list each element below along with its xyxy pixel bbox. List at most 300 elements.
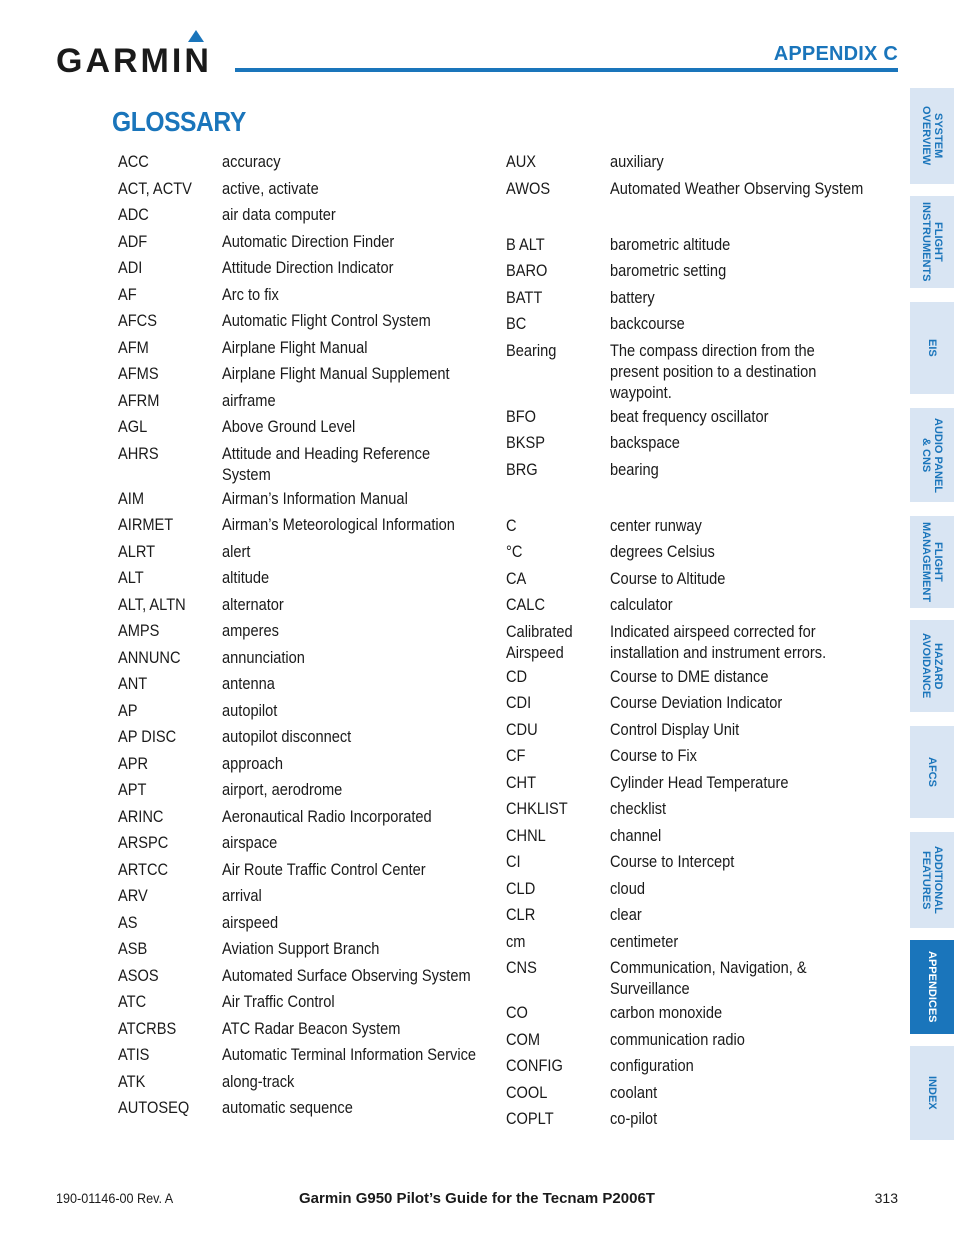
glossary-entry: [506, 822, 886, 849]
glossary-term-line: Calibrated: [506, 621, 573, 641]
glossary-term: CONFIG: [506, 1056, 563, 1075]
glossary-definition: [610, 515, 886, 539]
glossary-definition-line: Automatic Terminal Information Service: [222, 1045, 477, 1064]
glossary-entry: [118, 307, 488, 334]
glossary-definition: [610, 1055, 886, 1079]
glossary-definition-line: calculator: [610, 595, 673, 614]
glossary-definition-line: battery: [610, 287, 655, 307]
glossary-definition-line: channel: [610, 825, 662, 845]
section-tabs: [910, 0, 954, 1235]
glossary-definition: [222, 257, 488, 281]
glossary-definition: [610, 340, 886, 403]
glossary-definition-line: air data computer: [222, 205, 336, 224]
glossary-definition-line: centimeter: [610, 931, 679, 951]
glossary-definition: [610, 234, 886, 258]
glossary-definition-line: Control Display Unit: [610, 719, 740, 739]
glossary-term: ALT, ALTN: [118, 594, 186, 614]
glossary-definition-line: airframe: [222, 390, 276, 410]
glossary-entry: [118, 564, 488, 591]
section-tab-additional-features[interactable]: [910, 832, 954, 928]
glossary-definition: [222, 859, 488, 883]
glossary-entry: [506, 456, 886, 483]
glossary-definition-line: Air Traffic Control: [222, 992, 335, 1011]
glossary-definition-line: center runway: [610, 515, 702, 535]
glossary-definition-line: Automatic Direction Finder: [222, 231, 395, 251]
glossary-entry: [506, 1105, 886, 1132]
section-gap: [506, 482, 886, 512]
glossary-entry: [506, 310, 886, 337]
glossary-term: CO: [506, 1003, 528, 1022]
glossary-definition: [222, 416, 488, 440]
glossary-definition-line: checklist: [610, 799, 667, 818]
glossary-term: BC: [506, 314, 527, 333]
glossary-term: B ALT: [506, 234, 545, 254]
glossary-definition-line: auxiliary: [610, 152, 664, 171]
header-rule: [235, 68, 898, 72]
glossary-term: COOL: [506, 1082, 548, 1102]
glossary-definition: [610, 260, 886, 284]
glossary-term: ALT: [118, 568, 144, 587]
glossary-term: CALC: [506, 595, 546, 614]
glossary-definition: [610, 1029, 886, 1053]
glossary-definition-line: accuracy: [222, 152, 281, 171]
glossary-term: AP DISC: [118, 727, 177, 746]
glossary-entry: [118, 776, 488, 803]
glossary-definition-line: Above Ground Level: [222, 417, 356, 436]
glossary-entry: [506, 257, 886, 284]
glossary-term: CDI: [506, 693, 532, 712]
glossary-definition: [222, 594, 488, 618]
glossary-definition: [222, 567, 488, 591]
glossary-entry: [506, 954, 886, 999]
glossary-entry: [506, 795, 886, 822]
glossary-definition: [222, 1097, 488, 1121]
glossary-column-right: [506, 148, 886, 1132]
glossary-definition-line: degrees Celsius: [610, 542, 715, 561]
glossary-definition: [222, 231, 488, 255]
glossary-definition: [222, 965, 511, 989]
glossary-definition: [610, 692, 886, 716]
glossary-definition: [222, 912, 488, 936]
section-tab-label: FLIGHT MANAGEMENT: [920, 521, 944, 603]
glossary-definition-line: Course Deviation Indicator: [610, 693, 783, 712]
glossary-definition: [222, 337, 488, 361]
glossary-entry: [118, 644, 488, 671]
glossary-term-line: Airspeed: [506, 642, 564, 662]
glossary-entry: [118, 962, 488, 989]
glossary-term: CI: [506, 852, 521, 871]
glossary-entry: [118, 175, 488, 202]
glossary-entry: [118, 334, 488, 361]
glossary-term: ARSPC: [118, 833, 169, 852]
glossary-term: AGL: [118, 417, 148, 436]
glossary-definition: [610, 178, 905, 202]
glossary-term: ACT, ACTV: [118, 178, 192, 198]
glossary-definition: [610, 621, 886, 663]
glossary-term: AUX: [506, 152, 537, 171]
glossary-definition-line: Airplane Flight Manual Supplement: [222, 364, 450, 383]
glossary-definition-line: Course to Intercept: [610, 852, 735, 871]
page-number: 313: [874, 1190, 898, 1206]
glossary-definition-line: Communication, Navigation, &: [610, 958, 807, 977]
glossary-definition: [610, 594, 886, 618]
glossary-definition-line: Surveillance: [610, 979, 690, 998]
glossary-definition-line: configuration: [610, 1056, 694, 1075]
glossary-entry: [118, 1015, 488, 1042]
glossary-definition: [222, 673, 488, 697]
section-tab-hazard-avoidance[interactable]: [910, 620, 954, 712]
glossary-term: BRG: [506, 459, 538, 479]
glossary-definition: [610, 719, 886, 743]
section-tab-flight-management[interactable]: [910, 516, 954, 608]
glossary-definition-line: altitude: [222, 568, 270, 587]
glossary-definition: [610, 666, 886, 690]
glossary-entry: [118, 670, 488, 697]
glossary-term: ACC: [118, 152, 149, 171]
section-tab-system-overview[interactable]: [910, 88, 954, 184]
glossary-definition-line: airspace: [222, 833, 278, 852]
glossary-definition-line: Airman’s Meteorological Information: [222, 515, 455, 534]
glossary-definition: [610, 432, 886, 456]
glossary-definition: [610, 568, 886, 592]
section-tab-label: SYSTEM OVERVIEW: [920, 106, 944, 166]
glossary-entry: [506, 538, 886, 565]
glossary-definition: [610, 1002, 886, 1026]
glossary-term: ATK: [118, 1071, 146, 1091]
glossary-entry: [118, 440, 488, 485]
glossary-definition-line: System: [222, 464, 271, 484]
glossary-entry: [118, 697, 488, 724]
glossary-term: AFCS: [118, 311, 157, 330]
glossary-definition: [610, 1108, 886, 1132]
glossary-entry: [118, 201, 488, 228]
glossary-entry: [506, 663, 886, 690]
glossary-definition: [222, 806, 488, 830]
glossary-definition: [222, 390, 488, 414]
glossary-definition: [610, 772, 886, 796]
glossary-entry: [118, 281, 488, 308]
section-tab-index[interactable]: [910, 1046, 954, 1140]
glossary-definition: [222, 178, 488, 202]
glossary-term: ADI: [118, 258, 143, 277]
glossary-definition-line: Air Route Traffic Control Center: [222, 859, 426, 879]
glossary-definition-line: communication radio: [610, 1029, 745, 1049]
glossary-definition-line: alternator: [222, 594, 284, 614]
glossary-entry: [506, 742, 886, 769]
section-tab-eis[interactable]: [910, 302, 954, 394]
glossary-entry: [506, 591, 886, 618]
glossary-definition: [610, 313, 886, 337]
glossary-definition-line: automatic sequence: [222, 1098, 353, 1117]
glossary-term: APT: [118, 780, 147, 799]
glossary-definition-line: Airman’s Information Manual: [222, 488, 408, 508]
glossary-entry: [506, 175, 886, 202]
glossary-definition-line: bearing: [610, 459, 659, 479]
glossary-term: BARO: [506, 261, 548, 280]
glossary-entry: [506, 618, 886, 663]
glossary-definition-line: annunciation: [222, 647, 305, 667]
glossary-entry: [506, 999, 886, 1026]
glossary-entry: [506, 875, 886, 902]
section-gap: [506, 201, 886, 231]
glossary-term: ASB: [118, 939, 148, 958]
section-tab-audio-panel-cns[interactable]: [910, 408, 954, 502]
glossary-definition-line: backspace: [610, 433, 680, 452]
section-tab-appendices[interactable]: [910, 940, 954, 1034]
glossary-definition-line: alert: [222, 541, 251, 561]
glossary-definition: [610, 406, 886, 430]
glossary-entry: [506, 716, 886, 743]
glossary-term: CD: [506, 666, 528, 686]
glossary-entry: [506, 1052, 886, 1079]
glossary-term: C: [506, 515, 517, 535]
glossary-entry: [506, 1079, 886, 1106]
glossary-term: CA: [506, 568, 527, 588]
glossary-definition-line: along-track: [222, 1071, 295, 1091]
glossary-term: ARV: [118, 886, 148, 905]
glossary-entry: [506, 337, 886, 403]
glossary-definition: [610, 287, 886, 311]
glossary-definition: [610, 745, 886, 769]
glossary-term: ADF: [118, 231, 148, 251]
glossary-definition: [610, 851, 886, 875]
glossary-definition-line: Cylinder Head Temperature: [610, 772, 789, 792]
glossary-entry: [118, 750, 488, 777]
glossary-definition-line: ATC Radar Beacon System: [222, 1018, 401, 1038]
glossary-definition-line: Arc to fix: [222, 284, 279, 304]
glossary-term: AUTOSEQ: [118, 1098, 190, 1117]
glossary-entry: [118, 148, 488, 175]
glossary-term: CLR: [506, 905, 536, 924]
glossary-definition-line: autopilot disconnect: [222, 727, 352, 746]
glossary-definition-line: coolant: [610, 1082, 658, 1102]
glossary-definition-line: Aviation Support Branch: [222, 939, 380, 958]
glossary-entry: [118, 228, 488, 255]
glossary-term: AFM: [118, 337, 149, 357]
glossary-definition: [222, 885, 488, 909]
glossary-entry: [506, 284, 886, 311]
glossary-definition-line: Course to DME distance: [610, 666, 769, 686]
garmin-wordmark: GARMIN: [56, 42, 212, 76]
glossary-definition-line: active, activate: [222, 178, 319, 198]
glossary-entry: [118, 1041, 488, 1068]
glossary-term: CF: [506, 746, 526, 765]
section-tab-afcs[interactable]: [910, 726, 954, 818]
section-tab-label: HAZARD AVOIDANCE: [920, 633, 944, 699]
glossary-definition: [610, 878, 886, 902]
glossary-entry: [118, 1068, 488, 1095]
glossary-definition-line: Aeronautical Radio Incorporated: [222, 806, 432, 826]
glossary-entry: [118, 511, 488, 538]
glossary-term: °C: [506, 542, 523, 561]
glossary-term: AWOS: [506, 178, 551, 198]
glossary-definition: [222, 832, 488, 856]
glossary-term: COPLT: [506, 1109, 554, 1128]
glossary-term: CLD: [506, 878, 536, 898]
glossary-definition-line: backcourse: [610, 314, 685, 333]
glossary-definition-line: barometric setting: [610, 261, 727, 280]
glossary-definition: [222, 700, 488, 724]
glossary-definition: [222, 620, 488, 644]
glossary-definition: [610, 904, 886, 928]
glossary-definition-line: Automated Weather Observing System: [610, 178, 864, 198]
glossary-definition: [222, 726, 488, 750]
glossary-term: ATIS: [118, 1045, 150, 1064]
glossary-entry: [506, 901, 886, 928]
section-tab-label: INDEX: [926, 1076, 938, 1110]
glossary-entry: [506, 429, 886, 456]
glossary-column-left: [118, 148, 488, 1121]
glossary-entry: [506, 1026, 886, 1053]
glossary-entry: [118, 723, 488, 750]
section-tab-label: APPENDICES: [926, 951, 938, 1023]
glossary-entry: [506, 231, 886, 258]
glossary-entry: [506, 689, 886, 716]
glossary-entry: [118, 803, 488, 830]
glossary-entry: [118, 909, 488, 936]
glossary-term: AFRM: [118, 390, 160, 410]
glossary-entry: [118, 254, 488, 281]
glossary-entry: [118, 387, 488, 414]
glossary-term: AFMS: [118, 364, 159, 383]
garmin-logo: [56, 28, 222, 76]
glossary-term: CHNL: [506, 825, 546, 845]
glossary-entry: [118, 360, 488, 387]
glossary-term: ARTCC: [118, 859, 169, 879]
glossary-definition-line: Course to Altitude: [610, 568, 726, 588]
glossary-definition-line: Course to Fix: [610, 746, 697, 765]
glossary-term: BFO: [506, 406, 537, 426]
glossary-definition: [610, 825, 886, 849]
section-tab-label: AFCS: [926, 757, 938, 787]
glossary-definition-line: Attitude Direction Indicator: [222, 258, 394, 277]
glossary-definition: [222, 647, 488, 671]
glossary-term: CNS: [506, 958, 537, 977]
glossary-definition: [222, 204, 488, 228]
glossary-definition-line: beat frequency oscillator: [610, 406, 769, 426]
glossary-term: Bearing: [506, 340, 557, 360]
glossary-term: ADC: [118, 205, 149, 224]
glossary-term: ATC: [118, 992, 147, 1011]
guide-title: Garmin G950 Pilot’s Guide for the Tecnam P2006T: [299, 1190, 655, 1207]
glossary-definition-line: approach: [222, 753, 283, 773]
glossary-term: AIM: [118, 488, 145, 508]
page-footer: [56, 1190, 898, 1212]
glossary-term: AHRS: [118, 443, 159, 463]
glossary-term: CHT: [506, 772, 537, 792]
glossary-entry: [506, 148, 886, 175]
glossary-definition-line: arrival: [222, 886, 262, 905]
glossary-definition: [610, 957, 886, 999]
glossary-definition: [222, 938, 488, 962]
glossary-entry: [118, 485, 488, 512]
glossary-definition-line: Indicated airspeed corrected for: [610, 621, 816, 641]
glossary-entry: [506, 512, 886, 539]
glossary-entry: [506, 769, 886, 796]
section-tab-label: EIS: [926, 339, 938, 357]
glossary-term: AS: [118, 912, 138, 932]
document-number: 190-01146-00 Rev. A: [56, 1190, 174, 1206]
glossary-definition-line: The compass direction from the: [610, 340, 815, 360]
glossary-definition-line: Automated Surface Observing System: [222, 965, 471, 985]
glossary-entry: [118, 617, 488, 644]
glossary-definition: [222, 1071, 488, 1095]
glossary-term: APR: [118, 753, 149, 773]
glossary-definition: [222, 753, 488, 777]
glossary-definition: [222, 363, 488, 387]
glossary-term: AF: [118, 284, 137, 304]
glossary-term: AP: [118, 700, 138, 720]
glossary-term: [506, 621, 595, 663]
glossary-entry: [118, 413, 488, 440]
glossary-term: AMPS: [118, 621, 160, 640]
section-tab-label: ADDITIONAL FEATURES: [920, 846, 944, 914]
appendix-label: APPENDIX C: [773, 43, 898, 65]
glossary-definition: [610, 798, 886, 822]
section-tab-flight-instruments[interactable]: [910, 196, 954, 288]
glossary-entry: [118, 1094, 488, 1121]
glossary-definition-line: amperes: [222, 621, 279, 640]
glossary-term: BATT: [506, 287, 543, 307]
glossary-definition-line: Airplane Flight Manual: [222, 337, 368, 357]
glossary-definition-line: barometric altitude: [610, 234, 731, 254]
glossary-definition-line: Automatic Flight Control System: [222, 311, 431, 330]
glossary-definition: [222, 488, 488, 512]
glossary-definition: [222, 541, 488, 565]
glossary-entry: [118, 829, 488, 856]
glossary-term: CHKLIST: [506, 799, 568, 818]
glossary-entry: [506, 403, 886, 430]
glossary-entry: [506, 565, 886, 592]
glossary-definition: [222, 1044, 517, 1068]
glossary-definition: [222, 443, 488, 485]
glossary-definition: [222, 310, 488, 334]
glossary-term: ANNUNC: [118, 647, 181, 667]
section-tab-label: AUDIO PANEL & CNS: [920, 417, 944, 493]
section-tab-label: FLIGHT INSTRUMENTS: [920, 202, 944, 282]
glossary-definition: [222, 284, 488, 308]
glossary-definition-line: airport, aerodrome: [222, 780, 343, 799]
glossary-term: CDU: [506, 719, 538, 739]
glossary-definition: [222, 514, 493, 538]
glossary-term: BKSP: [506, 433, 546, 452]
glossary-definition: [222, 1018, 488, 1042]
glossary-definition: [610, 931, 886, 955]
glossary-definition: [222, 991, 488, 1015]
glossary-entry: [118, 935, 488, 962]
glossary-entry: [118, 538, 488, 565]
glossary-definition-line: autopilot: [222, 700, 278, 720]
glossary-definition: [610, 459, 886, 483]
glossary-term: ANT: [118, 674, 148, 693]
glossary-entry: [118, 988, 488, 1015]
glossary-definition: [610, 541, 886, 565]
glossary-entry: [118, 882, 488, 909]
glossary-definition: [222, 779, 488, 803]
garmin-triangle-icon: [188, 30, 204, 42]
glossary-term: ASOS: [118, 965, 159, 985]
glossary-term: ALRT: [118, 541, 156, 561]
glossary-term: ATCRBS: [118, 1018, 177, 1038]
glossary-definition-line: co-pilot: [610, 1109, 658, 1128]
glossary-definition-line: antenna: [222, 674, 275, 693]
glossary-definition-line: clear: [610, 905, 642, 924]
glossary-term: ARINC: [118, 806, 164, 826]
glossary-definition-line: carbon monoxide: [610, 1003, 723, 1022]
glossary-definition-line: cloud: [610, 878, 645, 898]
glossary-definition: [610, 1082, 886, 1106]
glossary-definition-line: installation and instrument errors.: [610, 642, 827, 662]
